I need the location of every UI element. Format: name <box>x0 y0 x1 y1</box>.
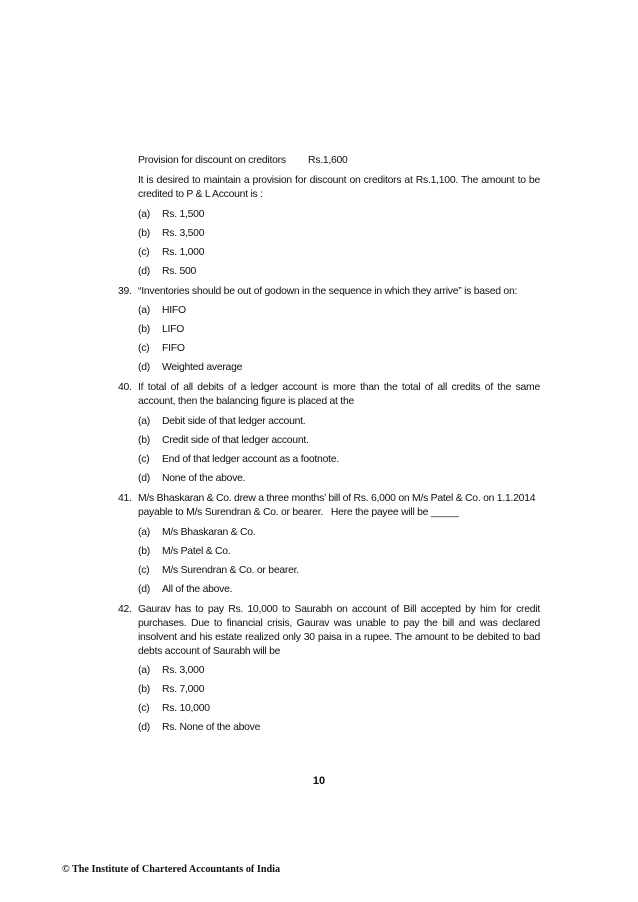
option-text: Rs. 1,000 <box>162 247 205 258</box>
option-text: Credit side of that ledger account. <box>162 435 309 446</box>
option-letter: (b) <box>138 546 150 557</box>
option-text: FIFO <box>162 343 185 354</box>
option-text: M/s Bhaskaran & Co. <box>162 527 256 538</box>
question-number: 41. <box>118 493 132 504</box>
option-letter: (b) <box>138 684 150 695</box>
option-letter: (c) <box>138 454 150 465</box>
question-41-text-line-2: payable to M/s Surendran & Co. or bearer. Here the payee will be _____ <box>138 507 459 518</box>
option-letter: (a) <box>138 209 150 220</box>
question-42-text-line-4: debts account of Saurabh will be <box>138 646 281 657</box>
question-39-text: “Inventories should be out of godown in the sequence in which they arrive” is based on: <box>138 286 518 297</box>
option-letter: (a) <box>138 527 150 538</box>
question-42-text-line-2: purchases. Due to financial crisis, Gaurav was unable to pay the bill and was declared <box>138 618 540 629</box>
option-letter: (a) <box>138 305 150 316</box>
option-text: End of that ledger account as a footnote. <box>162 454 339 465</box>
question-number: 40. <box>118 382 132 393</box>
option-text: LIFO <box>162 324 185 335</box>
question-42-text-line-3: insolvent and his estate realized only 30 paisa in a rupee. The amount to be debited to bad <box>138 632 540 643</box>
question-40-text-line-2: account, then the balancing figure is placed at the <box>138 396 355 407</box>
option-letter: (c) <box>138 343 150 354</box>
option-text: Rs. 3,000 <box>162 665 205 676</box>
option-text: Rs. 10,000 <box>162 703 210 714</box>
option-text: M/s Surendran & Co. or bearer. <box>162 565 299 576</box>
option-letter: (c) <box>138 565 150 576</box>
question-41-text-line-1: M/s Bhaskaran & Co. drew a three months’ bill of Rs. 6,000 on M/s Patel & Co. on 1.1.2014 <box>138 493 536 504</box>
option-letter: (a) <box>138 416 150 427</box>
option-text: Rs. None of the above <box>162 722 261 733</box>
option-text: Rs. 500 <box>162 266 197 277</box>
option-letter: (d) <box>138 362 150 373</box>
provision-label: Provision for discount on creditors <box>138 155 286 166</box>
option-text: Weighted average <box>162 362 243 373</box>
option-text: Rs. 3,500 <box>162 228 205 239</box>
option-letter: (c) <box>138 247 150 258</box>
option-text: M/s Patel & Co. <box>162 546 231 557</box>
provision-amount: Rs.1,600 <box>308 155 348 166</box>
option-letter: (b) <box>138 324 150 335</box>
option-text: HIFO <box>162 305 186 316</box>
option-text: Rs. 7,000 <box>162 684 205 695</box>
option-letter: (d) <box>138 722 150 733</box>
question-40-text-line-1: If total of all debits of a ledger account is more than the total of all credits of the same <box>138 382 540 393</box>
page-number: 10 <box>312 775 326 787</box>
question-number: 42. <box>118 604 132 615</box>
option-text: All of the above. <box>162 584 233 595</box>
option-letter: (b) <box>138 435 150 446</box>
option-letter: (a) <box>138 665 150 676</box>
question-42-text-line-1: Gaurav has to pay Rs. 10,000 to Saurabh on account of Bill accepted by him for credit <box>138 604 540 615</box>
option-letter: (d) <box>138 584 150 595</box>
question-38-text-line-2: credited to P & L Account is : <box>138 189 263 200</box>
option-text: Debit side of that ledger account. <box>162 416 306 427</box>
footer-copyright: © The Institute of Chartered Accountants of India <box>62 864 281 875</box>
option-letter: (d) <box>138 266 150 277</box>
option-letter: (d) <box>138 473 150 484</box>
option-text: Rs. 1,500 <box>162 209 205 220</box>
option-letter: (b) <box>138 228 150 239</box>
question-number: 39. <box>118 286 132 297</box>
question-38-text-line-1: It is desired to maintain a provision for discount on creditors at Rs.1,100. The amount to be <box>138 175 540 186</box>
option-letter: (c) <box>138 703 150 714</box>
option-text: None of the above. <box>162 473 246 484</box>
